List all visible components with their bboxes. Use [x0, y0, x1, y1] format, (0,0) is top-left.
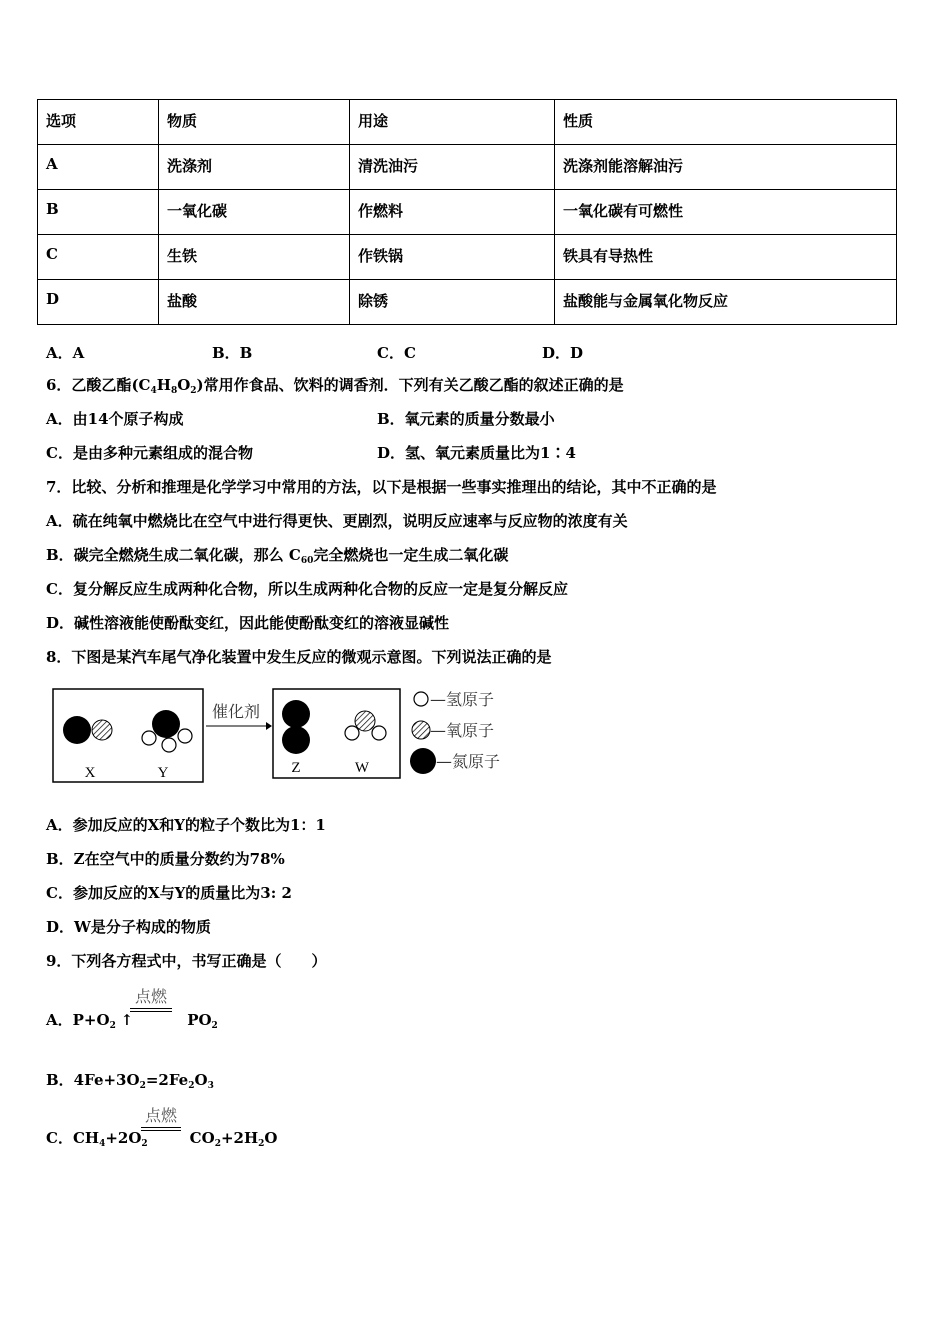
q9-option-b[interactable]: B．$4Fe+3O_2=2Fe_2O_3$ — [46, 1071, 214, 1091]
q7-option-d[interactable]: D．碱性溶液能使酚酞变红，因此能使酚酞变红的溶液显碱性 — [46, 614, 450, 632]
table-cell: 盐酸能与金属氧化物反应 — [555, 280, 897, 325]
q7-option-c[interactable]: C．复分解反应生成两种化合物，所以生成两种化合物的反应一定是复分解反应 — [46, 580, 568, 598]
header-cell: 性质 — [555, 100, 897, 145]
q8-option-d[interactable]: D．W是分子构成的物质 — [46, 918, 211, 936]
q5-option-d[interactable]: D．D — [542, 344, 584, 362]
q5-option-c[interactable]: C．C — [377, 344, 416, 362]
legend-nitrogen-icon — [410, 748, 436, 774]
table-cell: A — [38, 145, 159, 190]
table-cell: C — [38, 235, 159, 280]
oxygen-atom — [92, 720, 112, 740]
label-w: W — [354, 760, 370, 776]
q7-option-a[interactable]: A．硫在纯氧中燃烧比在空气中进行得更快、更剧烈，说明反应速率与反应物的浓度有关 — [46, 512, 628, 530]
q7-stem: 7．比较、分析和推理是化学学习中常用的方法，以下是根据一些事实推理出的结论，其中不正确的是 — [46, 478, 717, 496]
legend-hydrogen: —氢原子 — [430, 690, 495, 709]
q9-option-c[interactable]: C．$CH_4+2O_2$ $CO_2+2H_2O$ — [46, 1129, 278, 1149]
q6-option-b[interactable]: B．氧元素的质量分数最小 — [377, 410, 555, 428]
header-cell: 用途 — [350, 100, 555, 145]
table-cell: 一氧化碳有可燃性 — [555, 190, 897, 235]
table-cell: 一氧化碳 — [159, 190, 350, 235]
hydrogen-atom — [345, 726, 359, 740]
hydrogen-atom — [178, 729, 192, 743]
nitrogen-atom — [63, 716, 91, 744]
catalyst-label: 催化剂 — [211, 702, 261, 721]
label-x: X — [84, 765, 96, 781]
label-z: Z — [291, 760, 301, 776]
condition-ignite-a: 点燃 — [130, 984, 172, 1012]
hydrogen-atom — [142, 731, 156, 745]
q6-option-d[interactable]: D．氢、氧元素质量比为1∶4 — [377, 444, 576, 462]
table-cell: 洗涤剂 — [159, 145, 350, 190]
table-cell: 生铁 — [159, 235, 350, 280]
q9-stem: 9．下列各方程式中，书写正确是（ ） — [46, 952, 327, 970]
q6-option-a[interactable]: A．由14个原子构成 — [46, 410, 184, 428]
label-y: Y — [157, 765, 169, 781]
q5-option-b[interactable]: B．B — [212, 344, 253, 362]
q9-option-a[interactable]: A．$P+O_2$ ↑ $PO_2$ — [46, 1011, 218, 1031]
table-cell: 作燃料 — [350, 190, 555, 235]
reaction-diagram — [40, 680, 520, 790]
hydrogen-atom — [162, 738, 176, 752]
arrow-head — [266, 722, 272, 730]
legend-oxygen-icon — [412, 721, 430, 739]
q8-option-b[interactable]: B．Z在空气中的质量分数约为78% — [46, 850, 285, 868]
table-row — [38, 145, 897, 190]
header-cell: 选项 — [38, 100, 159, 145]
q7-option-b[interactable]: B．碳完全燃烧生成二氧化碳，那么 $C_{60}$完全燃烧也一定生成二氧化碳 — [46, 546, 509, 566]
q6-option-c[interactable]: C．是由多种元素组成的混合物 — [46, 444, 253, 462]
legend-hydrogen-icon — [414, 692, 428, 706]
table-cell: 洗涤剂能溶解油污 — [555, 145, 897, 190]
table-header-row — [38, 100, 897, 145]
header-cell: 物质 — [159, 100, 350, 145]
oxygen-atom — [355, 711, 375, 731]
table-row — [38, 190, 897, 235]
q8-option-a[interactable]: A．参加反应的X和Y的粒子个数比为1：1 — [46, 816, 326, 834]
nitrogen-atom — [282, 700, 310, 728]
table-cell: B — [38, 190, 159, 235]
legend-oxygen: —氧原子 — [430, 721, 495, 740]
hydrogen-atom — [372, 726, 386, 740]
q8-option-c[interactable]: C．参加反应的X与Y的质量比为3: 2 — [46, 884, 292, 902]
nitrogen-atom — [282, 726, 310, 754]
q8-stem: 8．下图是某汽车尾气净化装置中发生反应的微观示意图。下列说法正确的是 — [46, 648, 552, 666]
options-table — [37, 99, 897, 325]
condition-ignite-c: 点燃 — [141, 1103, 181, 1131]
table-cell: 作铁锅 — [350, 235, 555, 280]
table-cell: 盐酸 — [159, 280, 350, 325]
table-cell: 除锈 — [350, 280, 555, 325]
table-row — [38, 235, 897, 280]
table-cell: D — [38, 280, 159, 325]
q6-stem: 6．乙酸乙酯$(C_4H_8O_2)$常用作食品、饮料的调香剂．下列有关乙酸乙酯的叙述正确的是 — [46, 376, 624, 396]
table-cell: 铁具有导热性 — [555, 235, 897, 280]
nitrogen-atom — [152, 710, 180, 738]
table-cell: 清洗油污 — [350, 145, 555, 190]
legend-nitrogen: —氮原子 — [436, 752, 501, 771]
table-row — [38, 280, 897, 325]
q5-option-a[interactable]: A．A — [46, 344, 85, 362]
